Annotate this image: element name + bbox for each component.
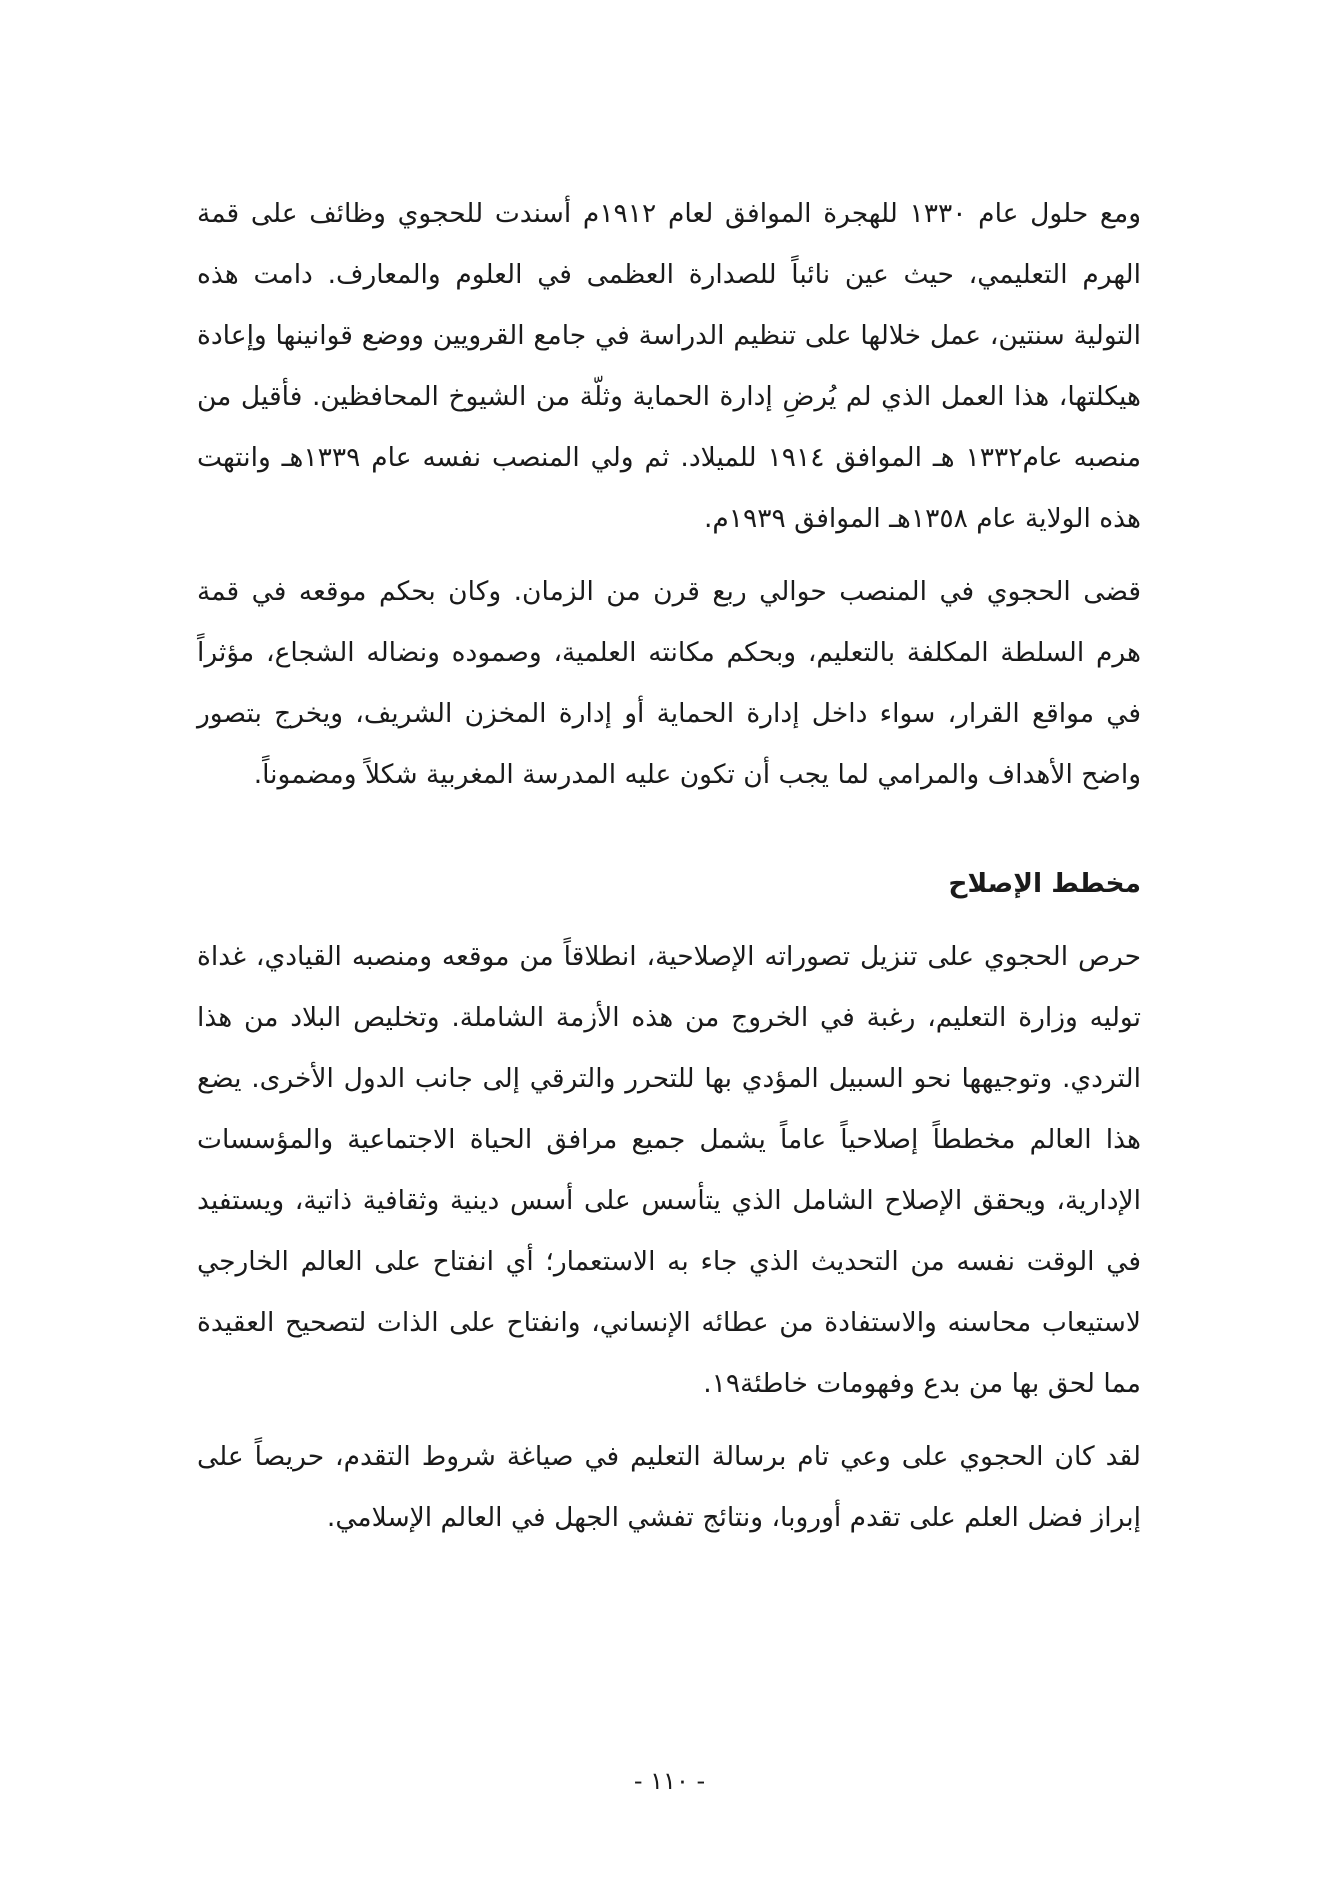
text-column bbox=[197, 183, 1141, 1548]
paragraph-appointment: ومع حلول عام ١٣٣٠ للهجرة الموافق لعام ١٩١٢م أسندت للحجوي وظائف على قمة الهرم التعليمي، حيث عين نائباً للصدارة العظمى في العلوم والمعارف. دامت هذه التولية سنتين، عمل خلالها على تنظيم الدراسة في جامع القرويين ووضع قوانينها وإعادة هيكلتها، هذا العمل الذي لم يُرضِ إدارة الحماية وثلّة من الشيوخ المحافظين. فأقيل من منصبه عام١٣٣٢ هـ الموافق ١٩١٤ للميلاد. ثم ولي المنصب نفسه عام ١٣٣٩هـ وانتهت هذه الولاية عام ١٣٥٨هـ الموافق ١٩٣٩م. bbox=[197, 198, 1142, 534]
paragraph-tenure: قضى الحجوي في المنصب حوالي ربع قرن من الزمان. وكان بحكم موقعه في قمة هرم السلطة المكلفة بالتعليم، وبحكم مكانته العلمية، وصموده ونضاله الشجاع، مؤثراً في مواقع القرار، سواء داخل إدارة الحماية أو إدارة المخزن الشريف، ويخرج بتصور واضح الأهداف والمرامي لما يجب أن تكون عليه المدرسة المغربية شكلاً ومضموناً. bbox=[197, 576, 1141, 790]
paragraph-reform-plan: حرص الحجوي على تنزيل تصوراته الإصلاحية، انطلاقاً من موقعه ومنصبه القيادي، غداة توليه وزارة التعليم، رغبة في الخروج من هذه الأزمة الشاملة. وتخليص البلاد من هذا التردي. وتوجيهها نحو السبيل المؤدي بها للتحرر والترقي إلى جانب الدول الأخرى. يضع هذا العالم مخططاً إصلاحياً عاماً يشمل جميع مرافق الحياة الاجتماعية والمؤسسات الإدارية، ويحقق الإصلاح الشامل الذي يتأسس على أسس دينية وثقافية ذاتية، ويستفيد في الوقت نفسه من التحديث الذي جاء به الاستعمار؛ أي انفتاح على العالم الخارجي لاستيعاب محاسنه والاستفادة من عطائه الإنساني، وانفتاح على الذات لتصحيح العقيدة مما لحق بها من بدع وفهومات خاطئة١٩. bbox=[197, 941, 1141, 1399]
page-number: - ١١٠ - bbox=[633, 1767, 706, 1795]
paragraph-education-mission: لقد كان الحجوي على وعي تام برسالة التعليم في صياغة شروط التقدم، حريصاً على إبراز فضل العلم على تقدم أوروبا، ونتائج تفشي الجهل في العالم الإسلامي. bbox=[197, 1441, 1141, 1533]
section-heading: مخطط الإصلاح bbox=[948, 868, 1141, 899]
